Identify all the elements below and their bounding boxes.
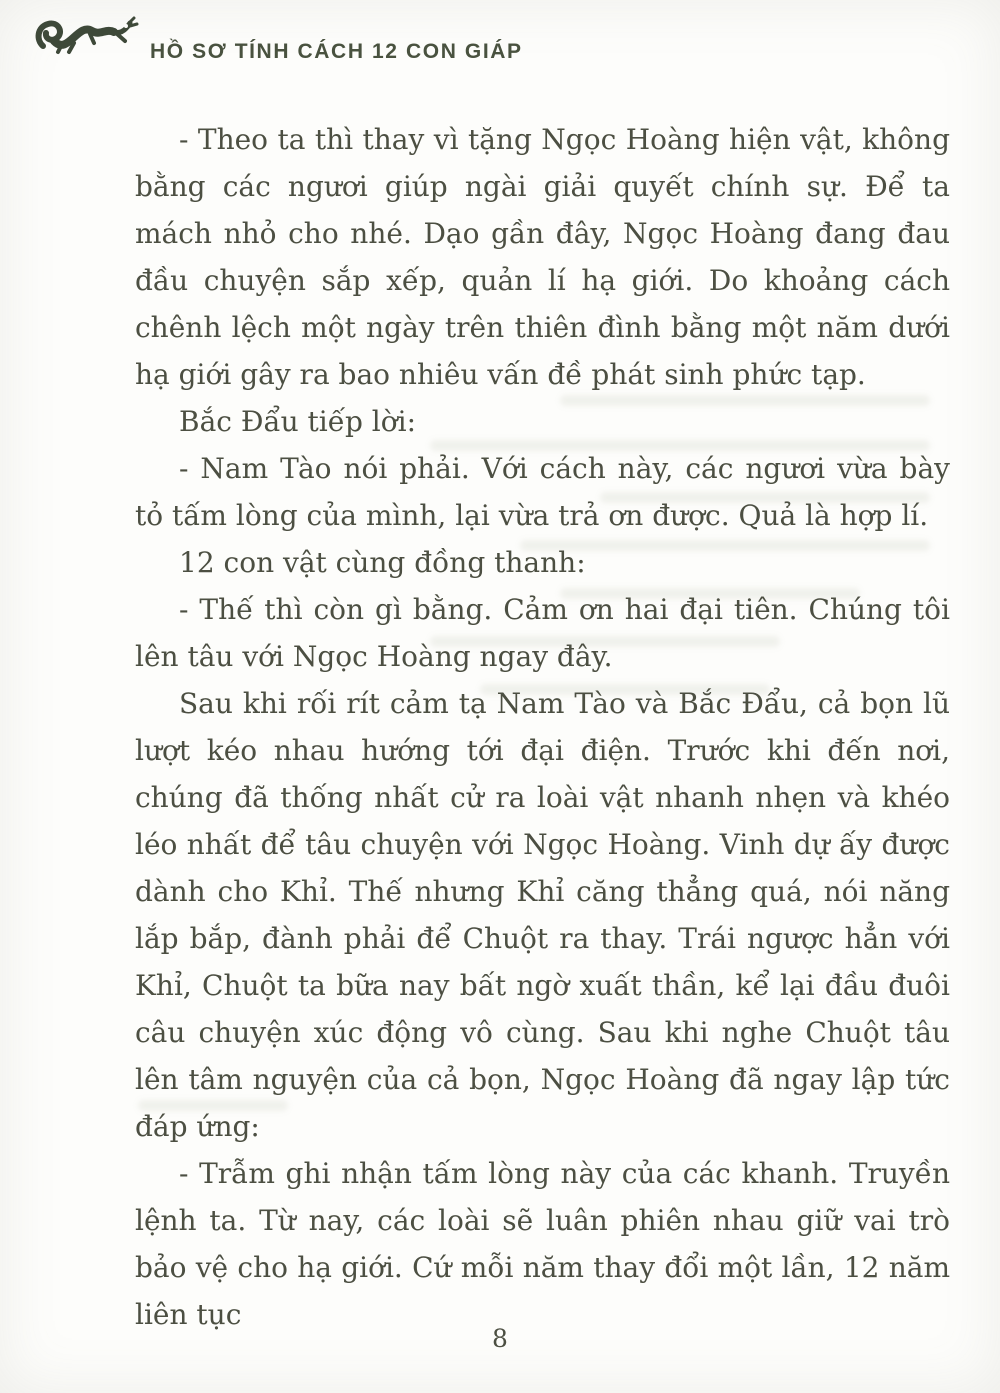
paragraph: - Thế thì còn gì bằng. Cảm ơn hai đại tiên. Chúng tôi lên tâu với Ngọc Hoàng ngay đây. xyxy=(135,593,950,673)
paragraph: - Nam Tào nói phải. Với cách này, các ngươi vừa bày tỏ tấm lòng của mình, lại vừa trả ơn được. Quả là hợp lí. xyxy=(135,452,950,532)
page-number: 8 xyxy=(492,1324,508,1353)
paragraph: 12 con vật cùng đồng thanh: xyxy=(179,546,586,579)
paragraph: - Trẫm ghi nhận tấm lòng này của các khanh. Truyền lệnh ta. Từ nay, các loài sẽ luân phiên nhau giữ vai trò bảo vệ cho hạ giới. Cứ mỗi năm thay đổi một lần, 12 năm liên tục xyxy=(135,1157,950,1331)
page-header xyxy=(28,10,523,70)
dragon-logo-icon xyxy=(28,10,140,70)
paragraph: - Theo ta thì thay vì tặng Ngọc Hoàng hiện vật, không bằng các ngươi giúp ngài giải quyết chính sự. Để ta mách nhỏ cho nhé. Dạo gần đây, Ngọc Hoàng đang đau đầu chuyện sắp xếp, quản lí hạ giới. Do khoảng cách chênh lệch một ngày trên thiên đình bằng một năm dưới hạ giới gây ra bao nhiêu vấn đề phát sinh phức tạp. xyxy=(135,123,950,391)
paragraph: Bắc Đẩu tiếp lời: xyxy=(179,405,417,438)
paragraph: Sau khi rối rít cảm tạ Nam Tào và Bắc Đẩu, cả bọn lũ lượt kéo nhau hướng tới đại điện. Trước khi đến nơi, chúng đã thống nhất cử ra loài vật nhanh nhẹn và khéo léo nhất để tâu chuyện với Ngọc Hoàng. Vinh dự ấy được dành cho Khỉ. Thế nhưng Khỉ căng thẳng quá, nói năng lắp bắp, đành phải để Chuột ra thay. Trái ngược hẳn với Khỉ, Chuột ta bữa nay bất ngờ xuất thần, kể lại đầu đuôi câu chuyện xúc động vô cùng. Sau khi nghe Chuột tâu lên tâm nguyện của cả bọn, Ngọc Hoàng đã ngay lập tức đáp ứng: xyxy=(135,687,950,1143)
book-header-title: HỒ SƠ TÍNH CÁCH 12 CON GIÁP xyxy=(150,40,523,63)
body-text xyxy=(135,116,950,1338)
